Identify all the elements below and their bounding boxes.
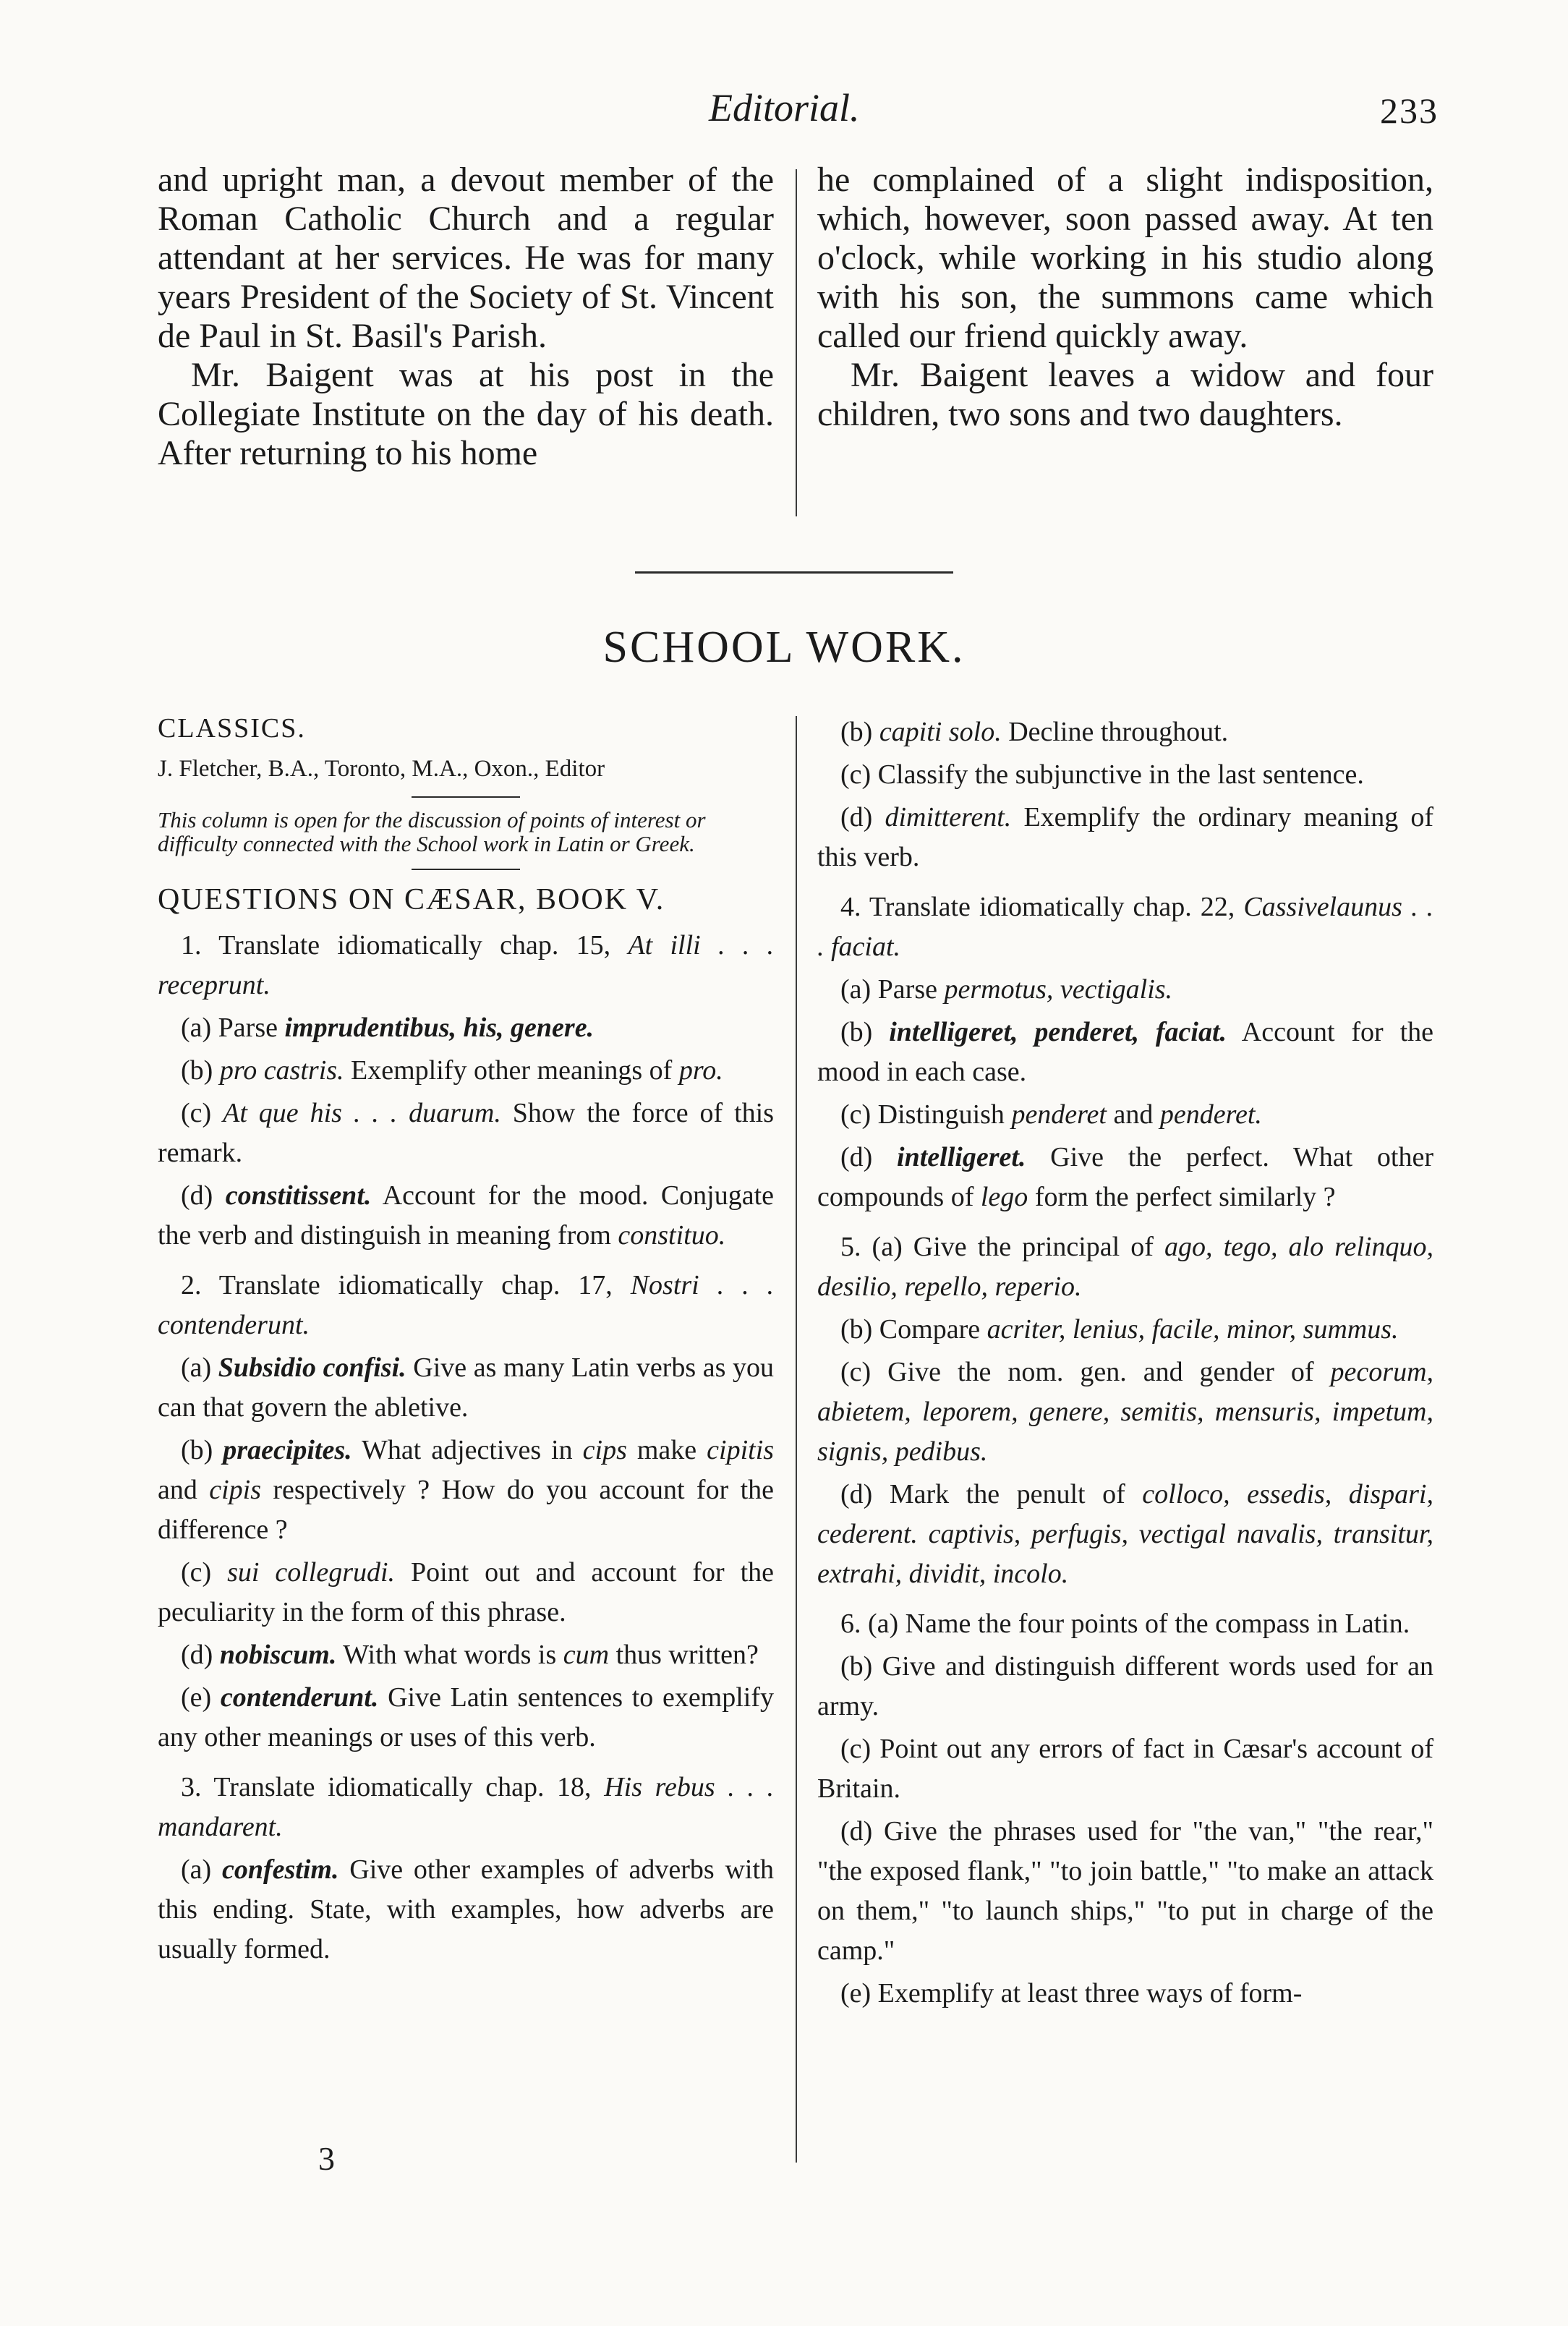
page-number: 233 [1380,90,1439,131]
obituary-paragraph-1: and upright man, a devout member of the Roman Catholic Church and a regular attendant at her services. He was for many years President of the Society of St. Vincent de Paul in St. Basil's Parish. [158,161,774,355]
column-divider-top [796,169,797,516]
classics-column [158,709,774,1972]
classics-heading: CLASSICS. [158,713,306,744]
question-4d: (d) intelligeret. Give the perfect. What other compounds of lego form the perfect similarly ? [817,1142,1434,1212]
question-1: 1. Translate idiomatically chap. 15, At illi . . . receprunt. [158,930,775,1000]
question-5b: (b) Compare acriter, lenius, facile, minor, summus. [840,1314,1399,1345]
question-2e: (e) contenderunt. Give Latin sentences to exemplify any other meanings or uses of this verb. [158,1682,775,1752]
question-1d: (d) constitissent. Account for the mood. Conjugate the verb and distinguish in meaning from constituo. [158,1180,775,1251]
question-2a: (a) Subsidio confisi. Give as many Latin verbs as you can that govern the abletive. [158,1352,774,1423]
section-title: SCHOOL WORK. [602,623,966,672]
section-separator [635,571,953,574]
question-1b: (b) pro castris. Exemplify other meanings of pro. [181,1055,723,1086]
page-header [0,85,1568,143]
question-3b: (b) capiti solo. Decline throughout. [840,717,1229,747]
question-1c: (c) At que his . . . duarum. Show the force of this remark. [158,1098,775,1168]
question-1a: (a) Parse imprudentibus, his, genere. [181,1013,595,1043]
question-5c: (c) Give the nom. gen. and gender of pecorum, abietem, leporem, genere, semitis, mensuris, impetum, signis, pedibus. [817,1357,1434,1467]
running-title: Editorial. [709,86,860,129]
short-rule-2 [412,869,520,870]
column-divider-bottom [796,716,797,2163]
signature-mark: 3 [318,2140,335,2177]
obituary-paragraph-4: Mr. Baigent leaves a widow and four children, two sons and two daughters. [817,356,1433,433]
question-6a: 6. (a) Name the four points of the compass in Latin. [840,1609,1410,1639]
question-5d: (d) Mark the penult of colloco, essedis, dispari, cederent. captivis, perfugis, vectigal navalis, transitur, extrahi, dividit, incolo. [817,1479,1433,1589]
question-2c: (c) sui collegrudi. Point out and account for the peculiarity in the form of this phrase. [158,1557,775,1627]
question-3c: (c) Classify the subjunctive in the last sentence. [840,759,1364,790]
question-2b: (b) praecipites. What adjectives in cips make cipitis and cipis respectively ? How do you account for the difference ? [158,1435,775,1545]
question-2: 2. Translate idiomatically chap. 17, Nostri . . . contenderunt. [158,1270,774,1340]
short-rule-1 [412,796,520,798]
question-2d: (d) nobiscum. With what words is cum thus written? [181,1640,759,1670]
top-left-column [158,161,774,473]
question-3d: (d) dimitterent. Exemplify the ordinary meaning of this verb. [817,802,1434,872]
question-4a: (a) Parse permotus, vectigalis. [840,974,1173,1005]
top-right-column [817,161,1433,434]
editor-line: J. Fletcher, B.A., Toronto, M.A., Oxon., Editor [158,756,605,782]
question-4c: (c) Distinguish penderet and penderet. [840,1099,1262,1130]
question-4b: (b) intelligeret, penderet, faciat. Account for the mood in each case. [817,1017,1434,1087]
obituary-paragraph-3: he complained of a slight indisposition, which, however, soon passed away. At ten o'clock, while working in his studio along with his son, the summons came which called our friend quickly away. [817,161,1433,355]
question-6c: (c) Point out any errors of fact in Cæsar's account of Britain. [817,1734,1433,1804]
classics-column-continued [817,712,1433,2016]
question-3: 3. Translate idiomatically chap. 18, His rebus . . . mandarent. [158,1772,774,1842]
column-note: This column is open for the discussion of points of interest or difficulty connected with the School work in Latin or Greek. [158,807,706,856]
question-4: 4. Translate idiomatically chap. 22, Cassivelaunus . . . faciat. [817,892,1433,962]
question-6e: (e) Exemplify at least three ways of form- [840,1978,1303,2008]
question-5a: 5. (a) Give the principal of ago, tego, alo relinquo, desilio, repello, reperio. [817,1232,1434,1302]
question-6d: (d) Give the phrases used for "the van," "the rear," "the exposed flank," "to join battle," "to make an attack on them," "to launch ships," "to put in charge of the camp." [817,1816,1433,1966]
question-6b: (b) Give and distinguish different words used for an army. [817,1651,1433,1721]
questions-heading: QUESTIONS ON CÆSAR, BOOK V. [158,883,665,916]
obituary-paragraph-2: Mr. Baigent was at his post in the Collegiate Institute on the day of his death. After returning to his home [158,356,774,472]
question-3a: (a) confestim. Give other examples of adverbs with this ending. State, with examples, how adverbs are usually formed. [158,1854,775,1964]
